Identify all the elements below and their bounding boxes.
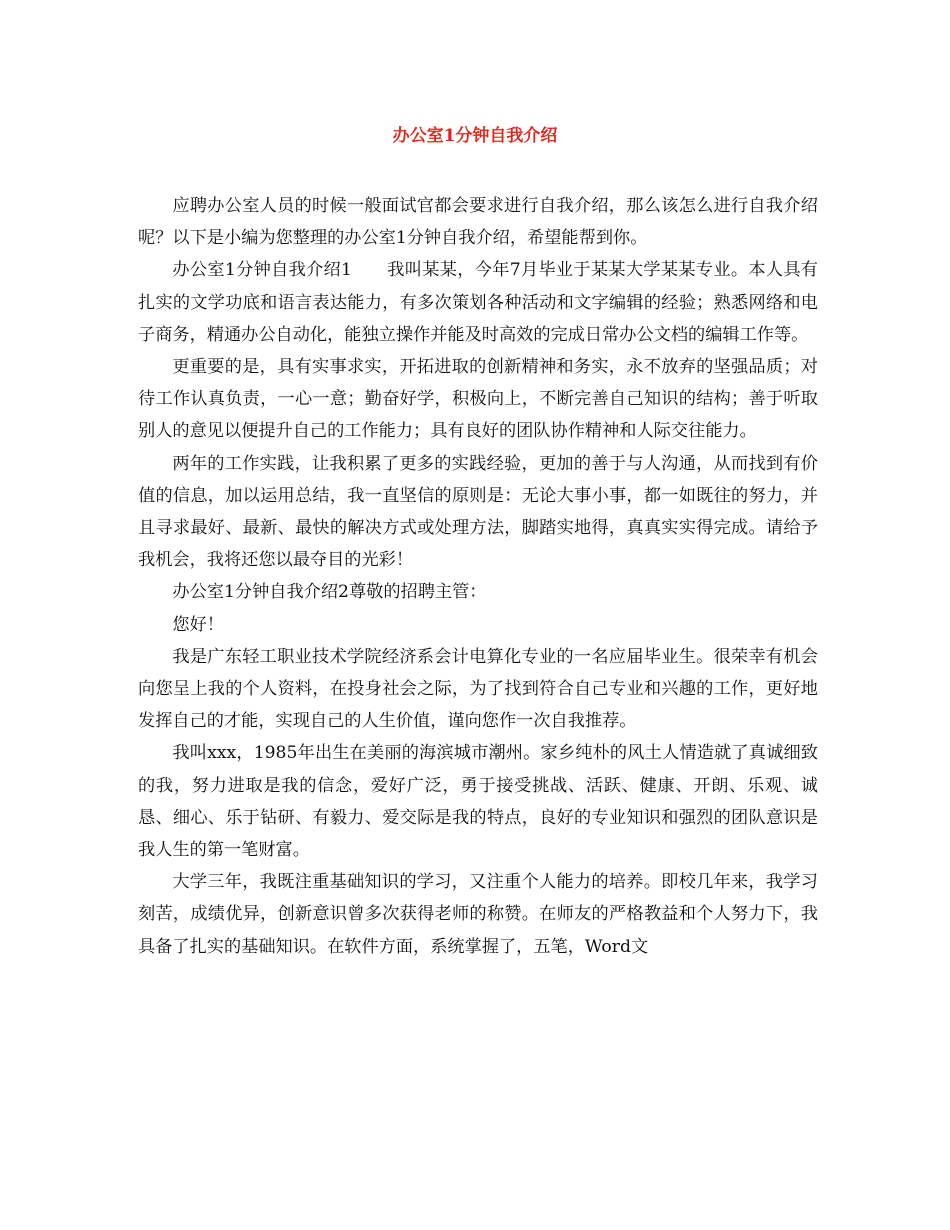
paragraph-greeting: 您好！	[172, 614, 224, 635]
paragraph-university: 大学三年，我既注重基础知识的学习，又注重个人能力的培养。即校几年来，我学习刻苦，成绩优异，创新意识曾多次获得老师的称赞。在师友的严格教益和个人努力下，我具备了扎实的基础知识。在软件方面，系统掌握了，五笔，Word文	[138, 872, 818, 957]
paragraph-intro: 应聘办公室人员的时候一般面试官都会要求进行自我介绍，那么该怎么进行自我介绍呢？以下是小编为您整理的办公室1分钟自我介绍，希望能帮到你。	[138, 196, 818, 249]
paragraph-self-recommendation: 我是广东轻工职业技术学院经济系会计电算化专业的一名应届毕业生。很荣幸有机会向您呈上我的个人资料，在投身社会之际，为了找到符合自己专业和兴趣的工作，更好地发挥自己的才能，实现自己的人生价值，谨向您作一次自我推荐。	[138, 646, 818, 732]
paragraph-personal-background: 我叫xxx，1985年出生在美丽的海滨城市潮州。家乡纯朴的风土人情造就了真诚细致的我，努力进取是我的信念，爱好广泛，勇于接受挑战、活跃、健康、开朗、乐观、诚恳、细心、乐于钻研、有毅力、爱交际是我的特点，良好的专业知识和强烈的团队意识是我人生的第一笔财富。	[138, 743, 818, 861]
document-body	[138, 190, 818, 963]
document-title: 办公室1分钟自我介绍	[392, 126, 558, 146]
paragraph-introduction-2-heading: 办公室1分钟自我介绍2尊敬的招聘主管：	[172, 582, 487, 603]
paragraph-qualities: 更重要的是，具有实事求实，开拓进取的创新精神和务实，永不放弃的坚强品质；对待工作认真负责，一心一意；勤奋好学，积极向上，不断完善自己知识的结构；善于听取别人的意见以便提升自己的工作能力；具有良好的团队协作精神和人际交往能力。	[138, 357, 818, 442]
paragraph-introduction-1: 办公室1分钟自我介绍1 我叫某某，今年7月毕业于某某大学某某专业。本人具有扎实的文学功底和语言表达能力，有多次策划各种活动和文字编辑的经验；熟悉网络和电子商务，精通办公自动化，能独立操作并能及时高效的完成日常办公文档的编辑工作等。	[138, 260, 818, 345]
paragraph-experience: 两年的工作实践，让我积累了更多的实践经验，更加的善于与人沟通，从而找到有价值的信息，加以运用总结，我一直坚信的原则是：无论大事小事，都一如既往的努力，并且寻求最好、最新、最快的解决方式或处理方法，脚踏实地得，真真实实得完成。请给予我机会，我将还您以最夺目的光彩！	[138, 453, 818, 571]
